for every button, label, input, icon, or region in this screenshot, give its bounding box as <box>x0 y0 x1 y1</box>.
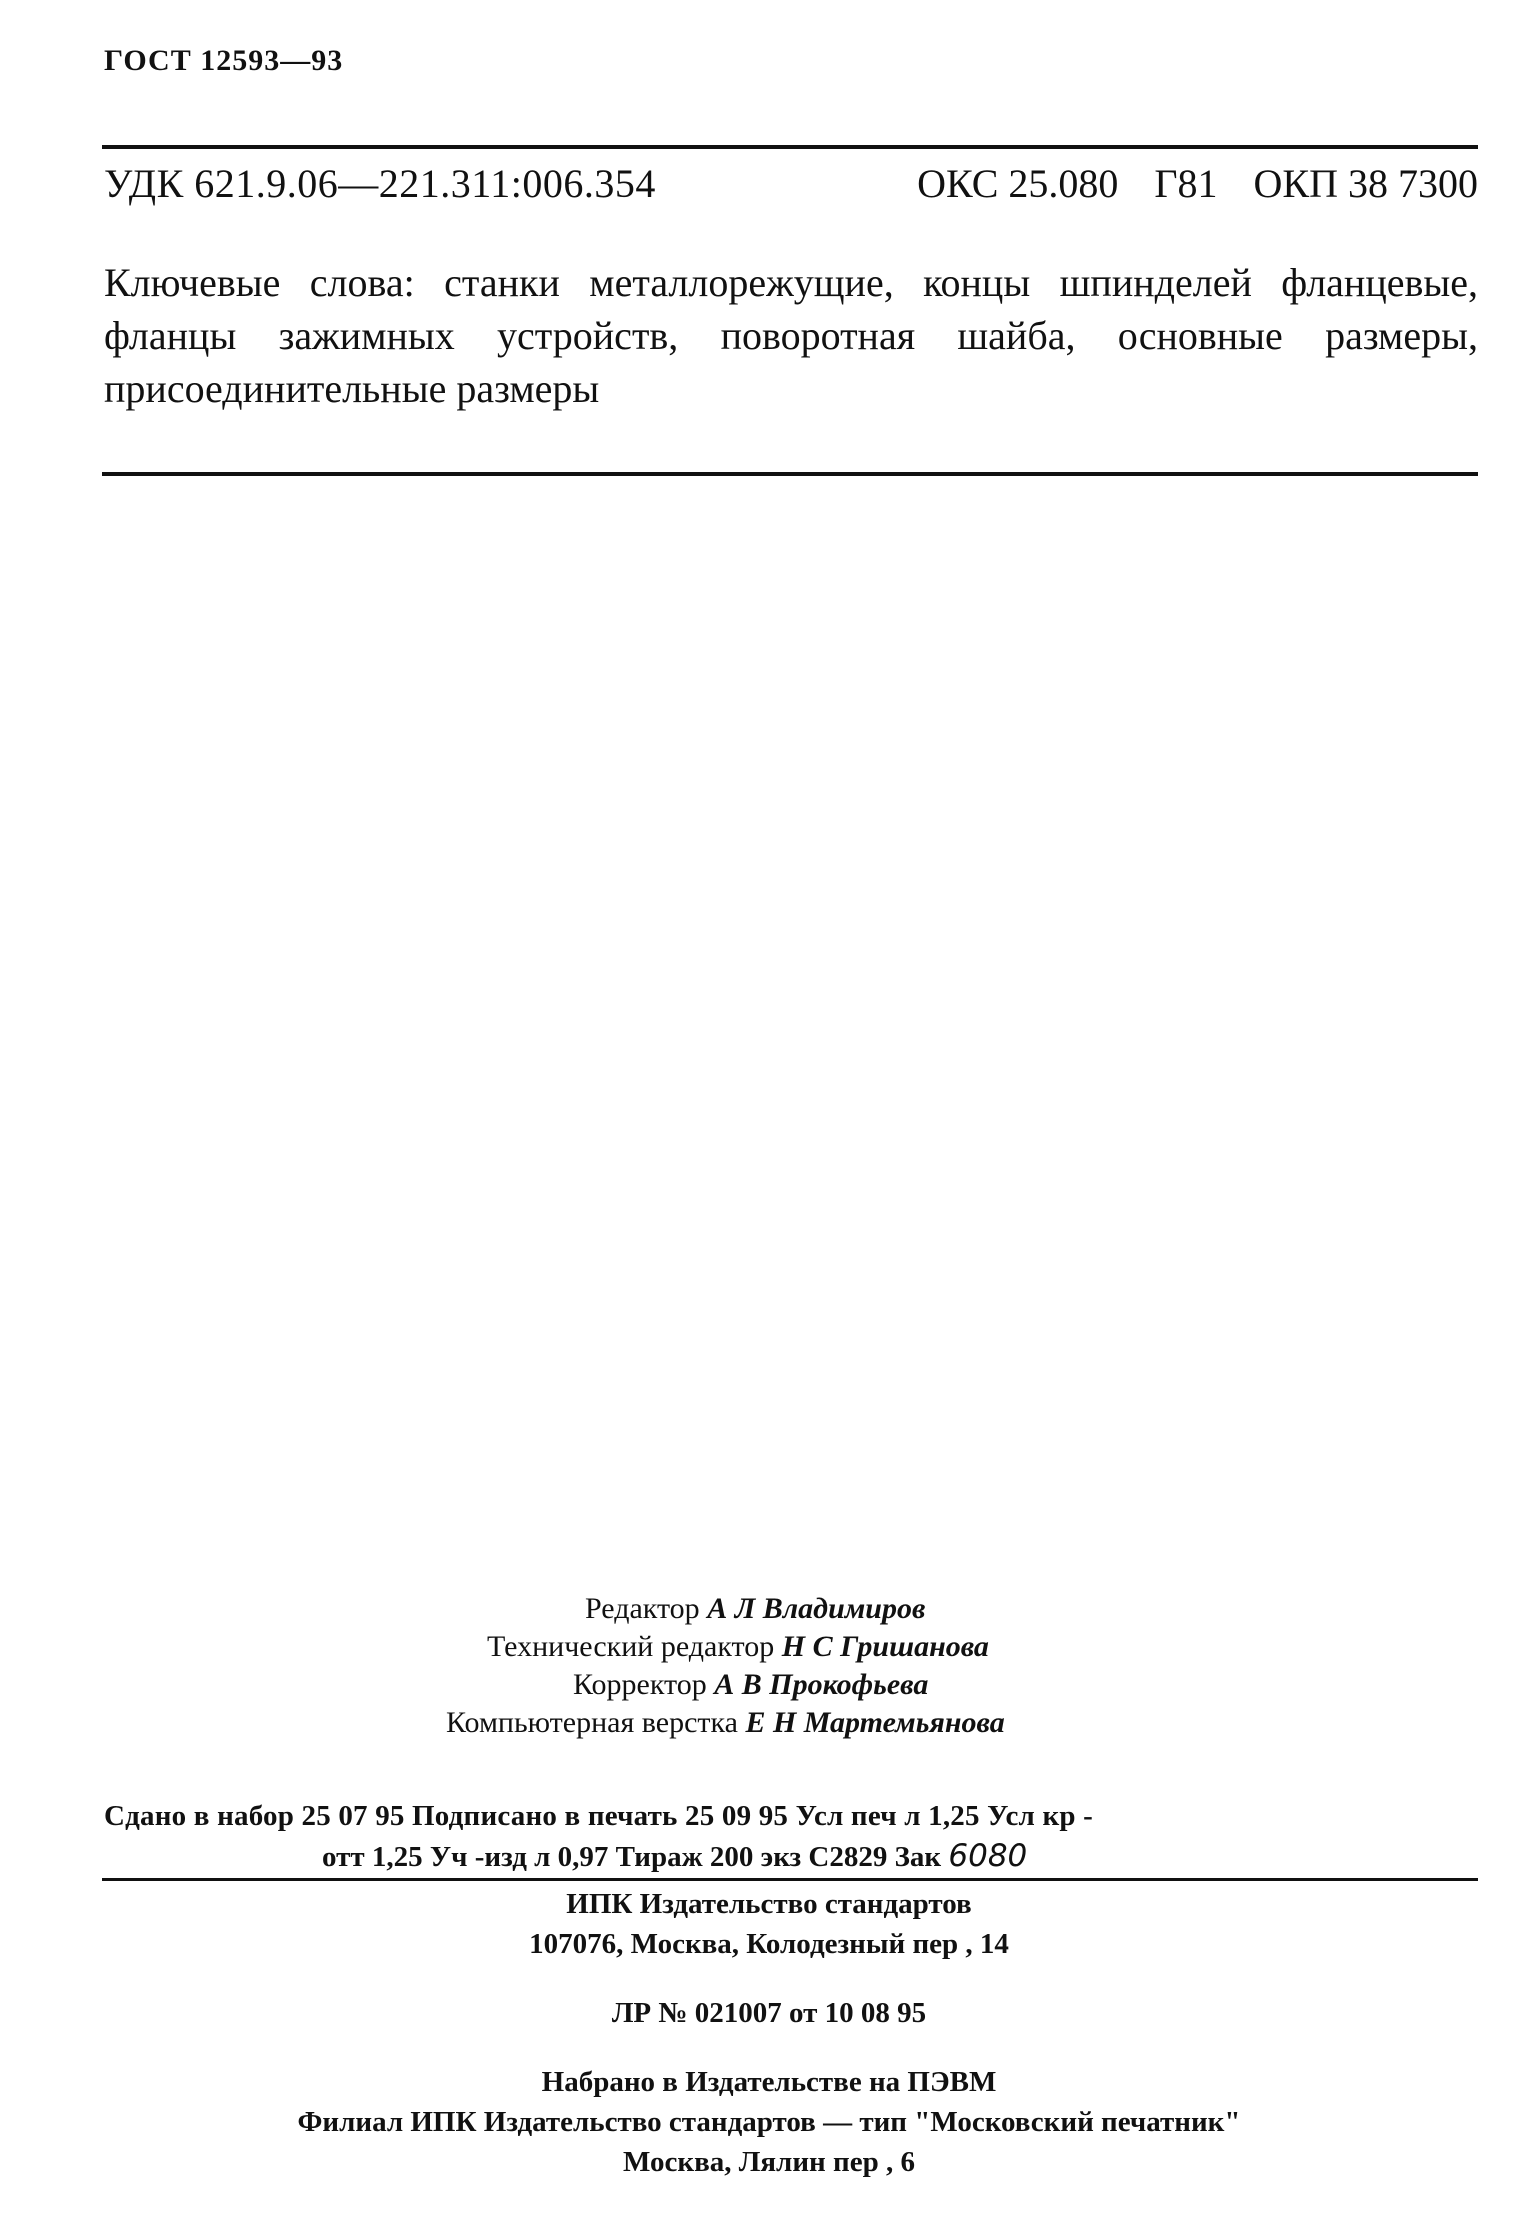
license-line: ЛР № 021007 от 10 08 95 <box>611 1997 927 2029</box>
credit-name: Н С Гришанова <box>781 1630 989 1663</box>
credit-layout <box>446 1704 1538 1742</box>
credit-name: Е Н Мартемьянова <box>745 1706 1005 1739</box>
credit-role: Редактор <box>585 1592 700 1625</box>
printing-line-2: Филиал ИПК Издательство стандартов — тип "Московский печатник" <box>297 2106 1241 2138</box>
imprint-bottom-rule <box>102 1878 1478 1881</box>
handwritten-order-number: 6080 <box>948 1838 1028 1874</box>
classification-line <box>104 160 1478 207</box>
keywords-paragraph: Ключевые слова: станки металлорежущие, концы шпинделей фланцевые, фланцы зажимных устройств, поворотная шайба, основные размеры, присоединительные размеры <box>104 260 1478 411</box>
imprint-line-2 <box>322 1838 1027 1874</box>
publisher-name: ИПК Издательство стандартов <box>566 1888 972 1920</box>
imprint-line-1: Сдано в набор 25 07 95 Подписано в печать 25 09 95 Усл печ л 1,25 Усл кр - <box>104 1800 1094 1832</box>
publisher-block <box>0 1884 1538 1964</box>
credit-role: Корректор <box>573 1668 707 1701</box>
credit-role: Компьютерная верстка <box>446 1706 738 1739</box>
classification-codes <box>891 160 1478 207</box>
credit-tech-editor <box>487 1628 1538 1666</box>
credits-block <box>0 1590 1538 1742</box>
credit-name: А В Прокофьева <box>714 1668 929 1701</box>
imprint-line-2-text: отт 1,25 Уч -изд л 0,97 Тираж 200 экз С2829 Зак <box>322 1841 942 1873</box>
top-rule <box>102 145 1478 149</box>
document-code: ГОСТ 12593—93 <box>104 44 344 77</box>
group-code: Г81 <box>1154 161 1218 206</box>
credit-role: Технический редактор <box>487 1630 775 1663</box>
publisher-address: 107076, Москва, Колодезный пер , 14 <box>529 1928 1009 1960</box>
okp-code: ОКП 38 7300 <box>1253 161 1478 206</box>
credit-name: А Л Владимиров <box>707 1592 926 1625</box>
printing-line-3: Москва, Лялин пер , 6 <box>623 2146 915 2178</box>
credit-editor <box>585 1590 1538 1628</box>
udk-code: УДК 621.9.06—221.311:006.354 <box>104 161 656 206</box>
printing-line-1: Набрано в Издательстве на ПЭВМ <box>541 2066 997 2098</box>
printing-block <box>0 2062 1538 2182</box>
oks-code: ОКС 25.080 <box>917 161 1119 206</box>
keywords-bottom-rule <box>102 472 1478 476</box>
credit-proofreader <box>573 1666 1538 1704</box>
